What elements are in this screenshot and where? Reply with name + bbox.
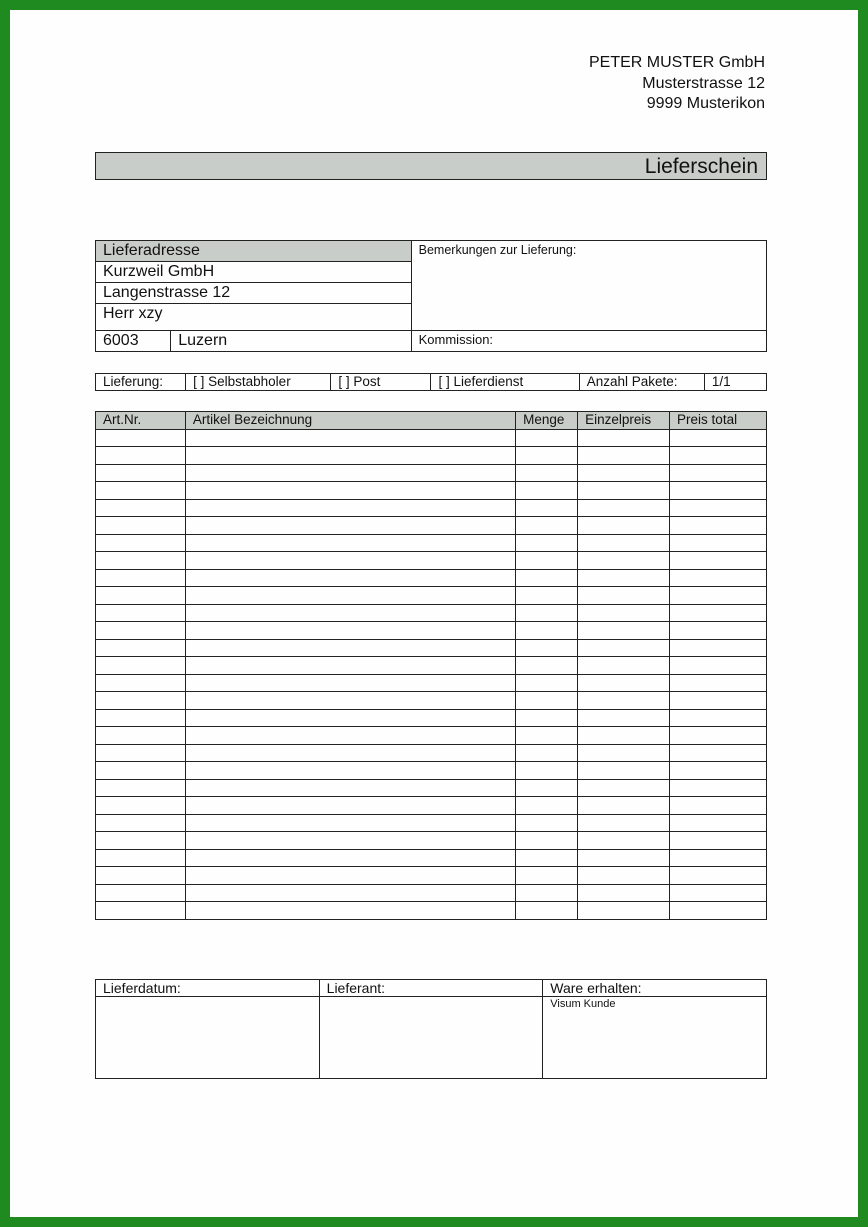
quantity-cell[interactable] (516, 517, 578, 535)
table-row (96, 552, 767, 570)
description-cell[interactable] (185, 832, 515, 850)
unit-price-cell[interactable] (578, 429, 670, 447)
article-no-cell[interactable] (96, 884, 186, 902)
total-price-cell[interactable] (670, 797, 767, 815)
unit-price-cell[interactable] (578, 517, 670, 535)
total-price-cell[interactable] (670, 849, 767, 867)
total-price-cell[interactable] (670, 884, 767, 902)
description-cell[interactable] (185, 814, 515, 832)
table-row (96, 797, 767, 815)
unit-price-cell[interactable] (578, 639, 670, 657)
article-no-cell[interactable] (96, 464, 186, 482)
option-courier-checkbox[interactable]: [ ] Lieferdienst (431, 374, 579, 391)
table-row (96, 849, 767, 867)
total-price-cell[interactable] (670, 482, 767, 500)
total-price-cell[interactable] (670, 832, 767, 850)
quantity-cell[interactable] (516, 482, 578, 500)
total-price-cell[interactable] (670, 447, 767, 465)
article-no-cell[interactable] (96, 744, 186, 762)
table-row (96, 762, 767, 780)
company-city: 9999 Musterikon (646, 95, 765, 112)
quantity-cell[interactable] (516, 499, 578, 517)
total-price-cell[interactable] (670, 674, 767, 692)
table-row (96, 517, 767, 535)
article-no-cell[interactable] (96, 534, 186, 552)
total-price-cell[interactable] (670, 709, 767, 727)
quantity-cell[interactable] (516, 587, 578, 605)
description-cell[interactable] (185, 779, 515, 797)
table-row (96, 499, 767, 517)
description-cell[interactable] (185, 657, 515, 675)
description-cell[interactable] (185, 464, 515, 482)
article-no-cell[interactable] (96, 902, 186, 920)
description-cell[interactable] (185, 692, 515, 710)
total-price-cell[interactable] (670, 639, 767, 657)
description-cell[interactable] (185, 727, 515, 745)
total-price-cell[interactable] (670, 587, 767, 605)
signature-block (95, 979, 767, 1079)
article-no-cell[interactable] (96, 867, 186, 885)
description-cell[interactable] (185, 709, 515, 727)
description-cell[interactable] (185, 902, 515, 920)
article-no-cell[interactable] (96, 779, 186, 797)
col-article-description: Artikel Bezeichnung (185, 412, 515, 430)
article-no-cell[interactable] (96, 499, 186, 517)
unit-price-cell[interactable] (578, 657, 670, 675)
quantity-cell[interactable] (516, 552, 578, 570)
col-quantity: Menge (516, 412, 578, 430)
unit-price-cell[interactable] (578, 709, 670, 727)
article-no-cell[interactable] (96, 674, 186, 692)
total-price-cell[interactable] (670, 867, 767, 885)
goods-received-label: Ware erhalten: (543, 980, 767, 997)
article-no-cell[interactable] (96, 517, 186, 535)
article-no-cell[interactable] (96, 849, 186, 867)
col-total-price: Preis total (670, 412, 767, 430)
description-cell[interactable] (185, 587, 515, 605)
description-cell[interactable] (185, 622, 515, 640)
quantity-cell[interactable] (516, 657, 578, 675)
table-row (96, 832, 767, 850)
article-no-cell[interactable] (96, 762, 186, 780)
total-price-cell[interactable] (670, 744, 767, 762)
quantity-cell[interactable] (516, 429, 578, 447)
table-row (96, 604, 767, 622)
company-address (589, 53, 765, 115)
packages-label: Anzahl Pakete: (579, 374, 704, 391)
article-no-cell[interactable] (96, 569, 186, 587)
table-row (96, 709, 767, 727)
description-cell[interactable] (185, 762, 515, 780)
quantity-cell[interactable] (516, 727, 578, 745)
items-body (96, 429, 767, 919)
remarks-label: Bemerkungen zur Lieferung: (418, 243, 577, 257)
total-price-cell[interactable] (670, 622, 767, 640)
table-row (96, 692, 767, 710)
option-post-checkbox[interactable]: [ ] Post (331, 374, 431, 391)
option-pickup-checkbox[interactable]: [ ] Selbstabholer (186, 374, 331, 391)
unit-price-cell[interactable] (578, 482, 670, 500)
delivery-method-row (95, 373, 767, 391)
quantity-cell[interactable] (516, 692, 578, 710)
remarks-field[interactable] (411, 241, 766, 331)
unit-price-cell[interactable] (578, 832, 670, 850)
description-cell[interactable] (185, 552, 515, 570)
article-no-cell[interactable] (96, 692, 186, 710)
quantity-cell[interactable] (516, 674, 578, 692)
total-price-cell[interactable] (670, 464, 767, 482)
total-price-cell[interactable] (670, 779, 767, 797)
unit-price-cell[interactable] (578, 464, 670, 482)
table-row (96, 639, 767, 657)
description-cell[interactable] (185, 534, 515, 552)
article-no-cell[interactable] (96, 814, 186, 832)
packages-value[interactable]: 1/1 (704, 374, 766, 391)
total-price-cell[interactable] (670, 569, 767, 587)
supplier-label: Lieferant: (319, 980, 543, 997)
total-price-cell[interactable] (670, 499, 767, 517)
document-page (10, 10, 858, 1217)
company-street: Musterstrasse 12 (642, 74, 765, 92)
quantity-cell[interactable] (516, 779, 578, 797)
total-price-cell[interactable] (670, 552, 767, 570)
total-price-cell[interactable] (670, 657, 767, 675)
table-row (96, 447, 767, 465)
unit-price-cell[interactable] (578, 902, 670, 920)
table-row (96, 867, 767, 885)
description-cell[interactable] (185, 517, 515, 535)
article-no-cell[interactable] (96, 622, 186, 640)
table-row (96, 814, 767, 832)
article-no-cell[interactable] (96, 604, 186, 622)
unit-price-cell[interactable] (578, 744, 670, 762)
address-line-2: Langenstrasse 12 (96, 283, 412, 304)
unit-price-cell[interactable] (578, 569, 670, 587)
total-price-cell[interactable] (670, 517, 767, 535)
unit-price-cell[interactable] (578, 604, 670, 622)
table-row (96, 534, 767, 552)
article-no-cell[interactable] (96, 727, 186, 745)
unit-price-cell[interactable] (578, 674, 670, 692)
quantity-cell[interactable] (516, 832, 578, 850)
table-row (96, 779, 767, 797)
quantity-cell[interactable] (516, 744, 578, 762)
delivery-date-field[interactable] (96, 997, 320, 1079)
unit-price-cell[interactable] (578, 447, 670, 465)
total-price-cell[interactable] (670, 902, 767, 920)
items-header-row (96, 412, 767, 430)
total-price-cell[interactable] (670, 762, 767, 780)
description-cell[interactable] (185, 674, 515, 692)
unit-price-cell[interactable] (578, 849, 670, 867)
unit-price-cell[interactable] (578, 552, 670, 570)
description-cell[interactable] (185, 447, 515, 465)
unit-price-cell[interactable] (578, 727, 670, 745)
quantity-cell[interactable] (516, 797, 578, 815)
table-row (96, 464, 767, 482)
description-cell[interactable] (185, 499, 515, 517)
description-cell[interactable] (185, 569, 515, 587)
article-no-cell[interactable] (96, 447, 186, 465)
table-row (96, 482, 767, 500)
unit-price-cell[interactable] (578, 797, 670, 815)
col-article-no: Art.Nr. (96, 412, 186, 430)
address-header: Lieferadresse (96, 241, 412, 262)
total-price-cell[interactable] (670, 692, 767, 710)
quantity-cell[interactable] (516, 569, 578, 587)
document-title: Lieferschein (644, 155, 758, 178)
unit-price-cell[interactable] (578, 814, 670, 832)
table-row (96, 587, 767, 605)
customer-visa-field[interactable] (543, 997, 767, 1079)
total-price-cell[interactable] (670, 429, 767, 447)
unit-price-cell[interactable] (578, 534, 670, 552)
delivery-address-block (95, 240, 767, 352)
article-no-cell[interactable] (96, 482, 186, 500)
article-no-cell[interactable] (96, 709, 186, 727)
table-row (96, 657, 767, 675)
article-no-cell[interactable] (96, 429, 186, 447)
quantity-cell[interactable] (516, 762, 578, 780)
unit-price-cell[interactable] (578, 622, 670, 640)
address-line-3: Herr xzy (96, 304, 412, 331)
total-price-cell[interactable] (670, 814, 767, 832)
address-line-1: Kurzweil GmbH (96, 262, 412, 283)
unit-price-cell[interactable] (578, 762, 670, 780)
commission-label: Kommission: (418, 332, 494, 347)
description-cell[interactable] (185, 639, 515, 657)
unit-price-cell[interactable] (578, 499, 670, 517)
unit-price-cell[interactable] (578, 867, 670, 885)
quantity-cell[interactable] (516, 902, 578, 920)
quantity-cell[interactable] (516, 814, 578, 832)
document-title-bar (95, 152, 767, 180)
delivery-date-label: Lieferdatum: (96, 980, 320, 997)
unit-price-cell[interactable] (578, 779, 670, 797)
table-row (96, 727, 767, 745)
article-no-cell[interactable] (96, 552, 186, 570)
delivery-label: Lieferung: (96, 374, 186, 391)
description-cell[interactable] (185, 604, 515, 622)
customer-visa-label: Visum Kunde (550, 998, 616, 1010)
company-name: PETER MUSTER GmbH (588, 54, 765, 71)
table-row (96, 622, 767, 640)
quantity-cell[interactable] (516, 447, 578, 465)
table-row (96, 902, 767, 920)
description-cell[interactable] (185, 849, 515, 867)
supplier-field[interactable] (319, 997, 543, 1079)
article-no-cell[interactable] (96, 832, 186, 850)
description-cell[interactable] (185, 797, 515, 815)
commission-field[interactable] (411, 331, 766, 352)
article-no-cell[interactable] (96, 657, 186, 675)
total-price-cell[interactable] (670, 534, 767, 552)
description-cell[interactable] (185, 482, 515, 500)
description-cell[interactable] (185, 884, 515, 902)
quantity-cell[interactable] (516, 604, 578, 622)
total-price-cell[interactable] (670, 604, 767, 622)
article-no-cell[interactable] (96, 587, 186, 605)
address-city: Luzern (171, 331, 411, 352)
article-no-cell[interactable] (96, 639, 186, 657)
quantity-cell[interactable] (516, 622, 578, 640)
quantity-cell[interactable] (516, 464, 578, 482)
description-cell[interactable] (185, 429, 515, 447)
quantity-cell[interactable] (516, 867, 578, 885)
quantity-cell[interactable] (516, 639, 578, 657)
unit-price-cell[interactable] (578, 587, 670, 605)
description-cell[interactable] (185, 744, 515, 762)
table-row (96, 744, 767, 762)
table-row (96, 674, 767, 692)
items-table (95, 411, 767, 920)
total-price-cell[interactable] (670, 727, 767, 745)
quantity-cell[interactable] (516, 849, 578, 867)
address-zip: 6003 (96, 331, 171, 352)
col-unit-price: Einzelpreis (578, 412, 670, 430)
unit-price-cell[interactable] (578, 692, 670, 710)
quantity-cell[interactable] (516, 709, 578, 727)
quantity-cell[interactable] (516, 534, 578, 552)
table-row (96, 429, 767, 447)
quantity-cell[interactable] (516, 884, 578, 902)
table-row (96, 884, 767, 902)
article-no-cell[interactable] (96, 797, 186, 815)
unit-price-cell[interactable] (578, 884, 670, 902)
description-cell[interactable] (185, 867, 515, 885)
table-row (96, 569, 767, 587)
